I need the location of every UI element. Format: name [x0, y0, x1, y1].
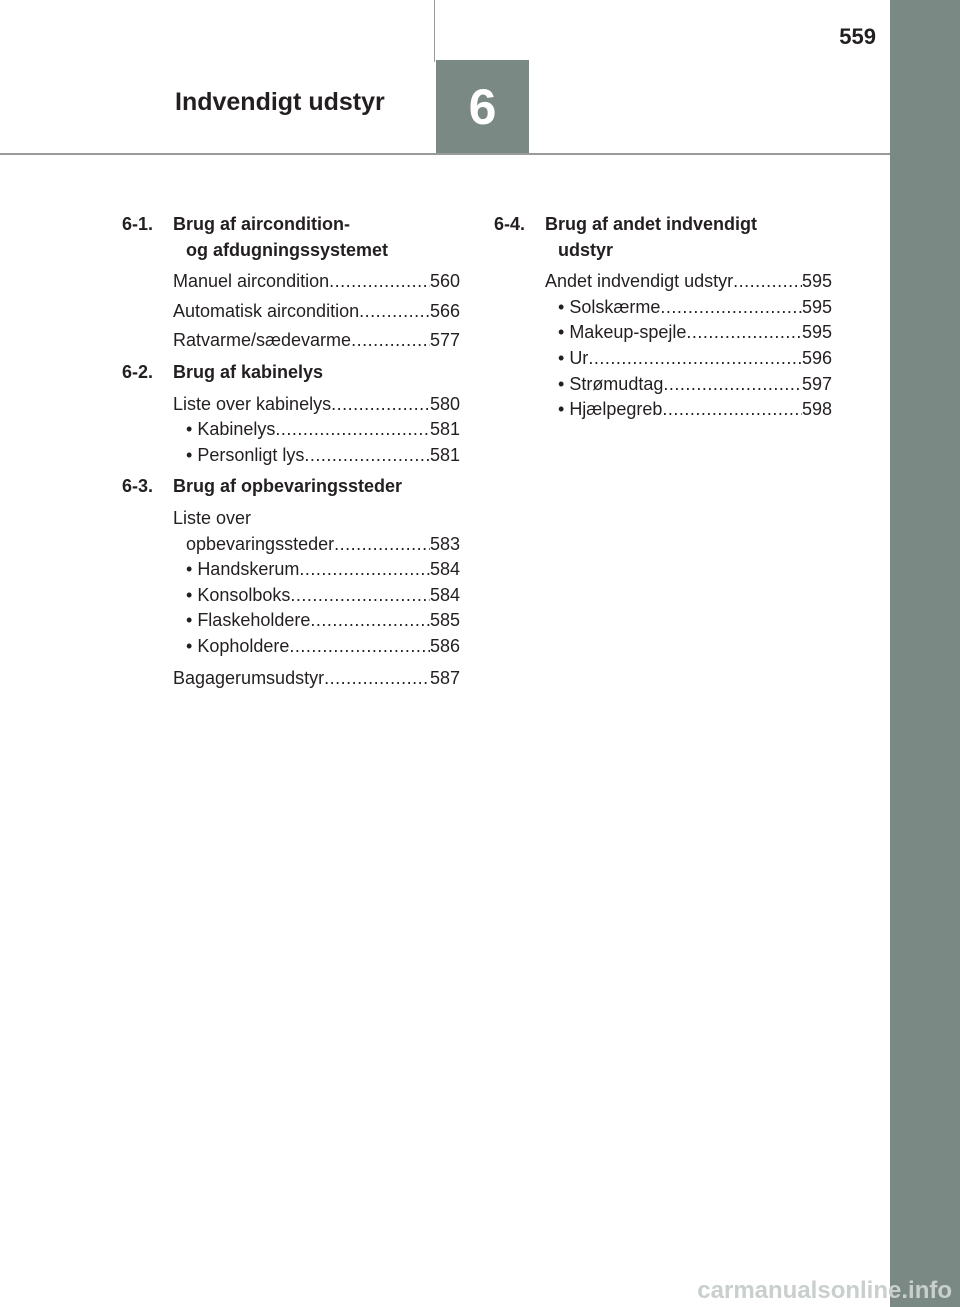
entry-label: opbevaringssteder: [186, 533, 335, 554]
entry-label: • Konsolboks: [186, 583, 290, 609]
entry-page: 580: [429, 393, 460, 414]
leader-dots: [299, 557, 430, 583]
entry-label: • Solskærme: [558, 295, 660, 321]
toc-section-heading: [122, 360, 460, 386]
leader-dots: [304, 443, 430, 469]
section-number: 6-3.: [122, 476, 154, 497]
section-number: 6-1.: [122, 214, 154, 234]
toc-entry[interactable]: [545, 269, 832, 295]
leader-dots: [733, 269, 802, 295]
toc-entry[interactable]: [173, 328, 460, 354]
entry-label: • Strømudtag: [558, 372, 663, 398]
entry-page: 581: [429, 419, 460, 440]
section-number: 6-2.: [122, 361, 154, 382]
leader-dots: [310, 608, 430, 634]
entry-label: • Flaskeholdere: [186, 608, 310, 634]
entry-label: • Makeup-spejle: [558, 320, 686, 346]
leader-dots: [324, 666, 430, 692]
leader-dots: [588, 346, 802, 372]
leader-dots: [663, 372, 802, 398]
leader-dots: [275, 417, 430, 443]
toc-subentry[interactable]: [173, 634, 460, 660]
entry-label: Andet indvendigt udstyr: [545, 271, 734, 292]
entry-label: Automatisk aircondition: [173, 300, 360, 321]
entry-page: 595: [801, 322, 832, 343]
section-title-line: Brug af aircondition-: [173, 214, 350, 234]
header-divider-horizontal: [0, 153, 890, 155]
toc-column-left: [122, 212, 460, 691]
toc-column-right: [494, 212, 832, 423]
toc-subentry[interactable]: [545, 397, 832, 423]
entry-page: 577: [429, 330, 460, 351]
toc-entry[interactable]: [173, 666, 460, 692]
entry-page: 586: [429, 635, 460, 656]
toc-subentry[interactable]: [545, 346, 832, 372]
toc-entry[interactable]: [173, 299, 460, 325]
leader-dots: [662, 397, 802, 423]
toc-entry[interactable]: [173, 269, 460, 295]
toc-subentry[interactable]: [173, 417, 460, 443]
toc-section-6-4: [494, 212, 832, 423]
entry-page: 583: [429, 533, 460, 554]
entry-page: 587: [429, 667, 460, 688]
entry-label: Liste over: [173, 507, 252, 528]
section-title-line: og afdugningssystemet: [186, 239, 389, 260]
entry-label: Manuel aircondition: [173, 271, 330, 292]
entry-page: 584: [429, 584, 460, 605]
chapter-title: Indvendigt udstyr: [175, 88, 385, 116]
leader-dots: [359, 299, 430, 325]
entry-page: 584: [429, 559, 460, 580]
chapter-number-badge: 6: [436, 60, 529, 154]
entry-label: Liste over kabinelys: [173, 393, 332, 414]
entry-label: • Handskerum: [186, 557, 299, 583]
toc-subentry[interactable]: [173, 443, 460, 469]
toc-subentry[interactable]: [173, 557, 460, 583]
section-title-line: udstyr: [558, 239, 614, 260]
leader-dots: [290, 583, 430, 609]
entry-label: Ratvarme/sædevarme: [173, 330, 352, 351]
leader-dots: [289, 634, 430, 660]
section-title: [545, 212, 832, 263]
entry-label: • Personligt lys: [186, 443, 304, 469]
entry-label: • Ur: [558, 346, 588, 372]
toc-entry[interactable]: [173, 392, 460, 418]
section-title: [173, 212, 460, 263]
entry-page: 560: [429, 271, 460, 292]
toc-entry-multiline[interactable]: [173, 506, 460, 557]
entry-page: 598: [801, 399, 832, 420]
entry-page: 595: [801, 271, 832, 292]
leader-dots: [329, 269, 430, 295]
watermark: carmanualsonline.info: [697, 1277, 952, 1304]
toc-subentry[interactable]: [545, 372, 832, 398]
section-title-line: Brug af andet indvendigt: [545, 214, 758, 234]
entry-page: 585: [429, 610, 460, 631]
entry-label: Bagagerumsudstyr: [173, 667, 325, 688]
section-title: Brug af opbevaringssteder: [173, 476, 403, 497]
toc-subentry[interactable]: [173, 608, 460, 634]
entry-page: 581: [429, 444, 460, 465]
toc-section-heading: [494, 212, 832, 263]
entry-page: 566: [429, 300, 460, 321]
toc-section-6-2: [122, 360, 460, 468]
leader-dots: [351, 328, 430, 354]
section-title: Brug af kabinelys: [173, 361, 324, 382]
entry-page: 596: [801, 347, 832, 368]
chapter-side-tab: [890, 0, 960, 1307]
toc-section-heading: [122, 474, 460, 500]
toc-subentry[interactable]: [545, 295, 832, 321]
entry-label: • Kopholdere: [186, 634, 289, 660]
leader-dots: [331, 392, 430, 418]
toc-section-6-3: [122, 474, 460, 691]
entry-page: 595: [801, 296, 832, 317]
toc-subentry[interactable]: [173, 583, 460, 609]
section-number: 6-4.: [494, 214, 526, 234]
header-divider-vertical: [434, 0, 435, 62]
toc-section-6-1: [122, 212, 460, 354]
leader-dots: [660, 295, 802, 321]
toc-section-heading: [122, 212, 460, 263]
leader-dots: [334, 532, 430, 558]
toc-subentry[interactable]: [545, 320, 832, 346]
entry-label: • Hjælpegreb: [558, 397, 662, 423]
entry-label: • Kabinelys: [186, 417, 275, 443]
page-number: 559: [839, 24, 876, 49]
entry-page: 597: [801, 373, 832, 394]
leader-dots: [686, 320, 802, 346]
